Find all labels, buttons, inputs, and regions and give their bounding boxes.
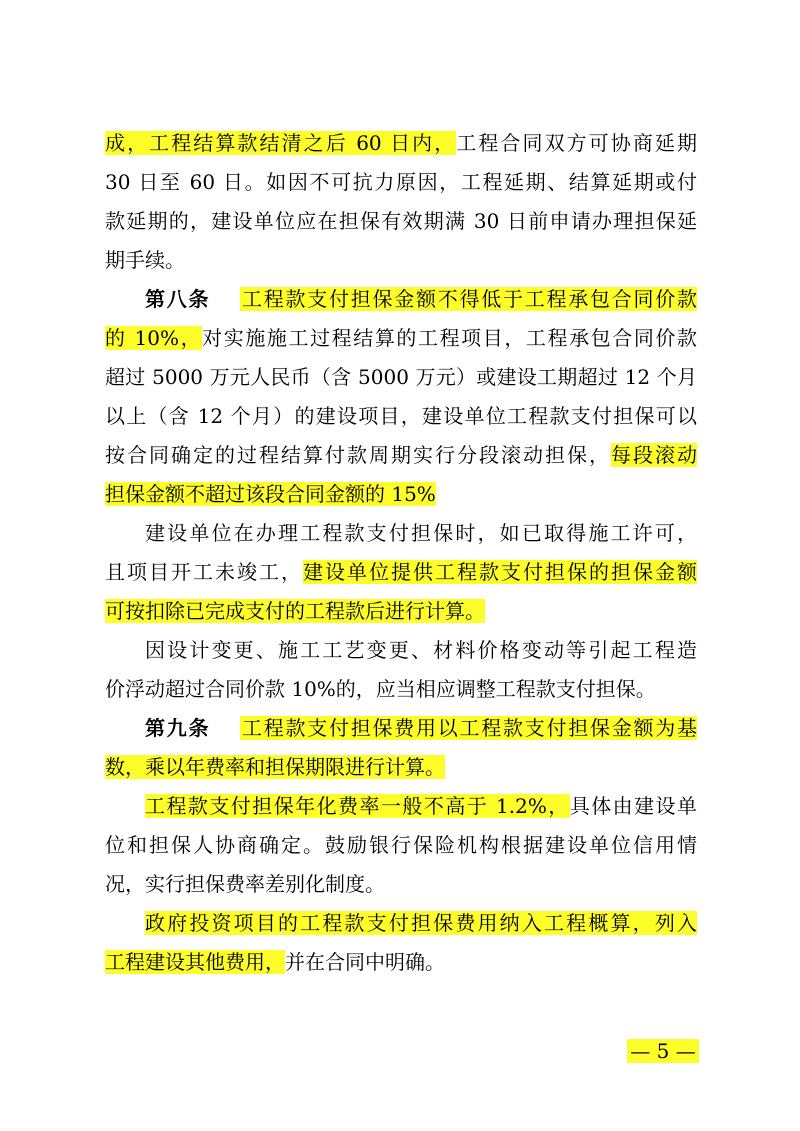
text-line xyxy=(105,709,697,748)
article-heading: 第八条 xyxy=(145,287,211,311)
text-line xyxy=(105,280,697,319)
body-text: 况，实行担保费率差别化制度。 xyxy=(105,872,385,896)
text-line xyxy=(105,787,697,826)
text-line xyxy=(105,241,697,280)
highlighted-text: 担保金额不超过该段合同金额的 15% xyxy=(105,482,436,506)
highlighted-text: 政府投资项目的工程款支付担保费用纳入工程概算，列入 xyxy=(145,911,697,935)
text-line xyxy=(105,631,697,670)
body-text: 超过 5000 万元人民币（含 5000 万元）或建设工期超过 12 个月 xyxy=(105,365,697,389)
body-text: 对实施施工过程结算的工程项目，工程承包合同价款 xyxy=(202,326,697,350)
text-line xyxy=(105,553,697,592)
body-text: 款延期的，建设单位应在担保有效期满 30 日前申请办理担保延 xyxy=(105,209,697,233)
body-text: 按合同确定的过程结算付款周期实行分段滚动担保， xyxy=(105,443,611,467)
highlighted-text: 工程建设其他费用， xyxy=(105,950,285,974)
body-text: 建设单位在办理工程款支付担保时，如已取得施工许可， xyxy=(145,521,697,545)
text-line xyxy=(105,865,697,904)
highlighted-text: 工程款支付担保年化费率一般不高于 1.2%， xyxy=(145,794,570,818)
text-line xyxy=(105,202,697,241)
text-line xyxy=(105,124,697,163)
text-line xyxy=(105,904,697,943)
text-line xyxy=(105,943,697,982)
highlighted-text: 的 10%， xyxy=(105,326,203,350)
article-heading: 第九条 xyxy=(145,716,211,740)
body-text: 30 日至 60 日。如因不可抗力原因，工程延期、结算延期或付 xyxy=(105,170,697,194)
body-text: 工程合同双方可协商延期 xyxy=(456,131,697,155)
document-body xyxy=(105,124,697,982)
text-line xyxy=(105,475,697,514)
body-text: 并在合同中明确。 xyxy=(285,950,445,974)
body-text: 以上（含 12 个月）的建设项目，建设单位工程款支付担保可以 xyxy=(105,404,697,428)
text-line xyxy=(105,358,697,397)
text-line xyxy=(105,319,697,358)
text-line xyxy=(105,397,697,436)
text-line xyxy=(105,514,697,553)
text-line xyxy=(105,826,697,865)
text-line xyxy=(105,436,697,475)
text-line xyxy=(105,670,697,709)
highlighted-text: 工程款支付担保费用以工程款支付担保金额为基 xyxy=(240,716,697,740)
highlighted-text: 可按扣除已完成支付的工程款后进行计算。 xyxy=(105,599,485,623)
body-text: 且项目开工未竣工， xyxy=(105,560,303,584)
highlighted-text: 成，工程结算款结清之后 60 日内， xyxy=(105,131,457,155)
highlighted-text: 每段滚动 xyxy=(611,443,697,467)
body-text: 具体由建设单 xyxy=(569,794,697,818)
highlighted-text: 数，乘以年费率和担保期限进行计算。 xyxy=(105,755,445,779)
text-line xyxy=(105,748,697,787)
text-line xyxy=(105,592,697,631)
body-text: 位和担保人协商确定。鼓励银行保险机构根据建设单位信用情 xyxy=(105,833,697,857)
text-line xyxy=(105,163,697,202)
body-text: 价浮动超过合同价款 10%的，应当相应调整工程款支付担保。 xyxy=(105,677,656,701)
body-text: 因设计变更、施工工艺变更、材料价格变动等引起工程造 xyxy=(145,638,697,662)
body-text: 期手续。 xyxy=(105,248,185,272)
highlighted-text: 建设单位提供工程款支付担保的担保金额 xyxy=(303,560,697,584)
highlighted-text: 工程款支付担保金额不得低于工程承包合同价款 xyxy=(240,287,697,311)
page-number: — 5 — xyxy=(627,1039,699,1063)
